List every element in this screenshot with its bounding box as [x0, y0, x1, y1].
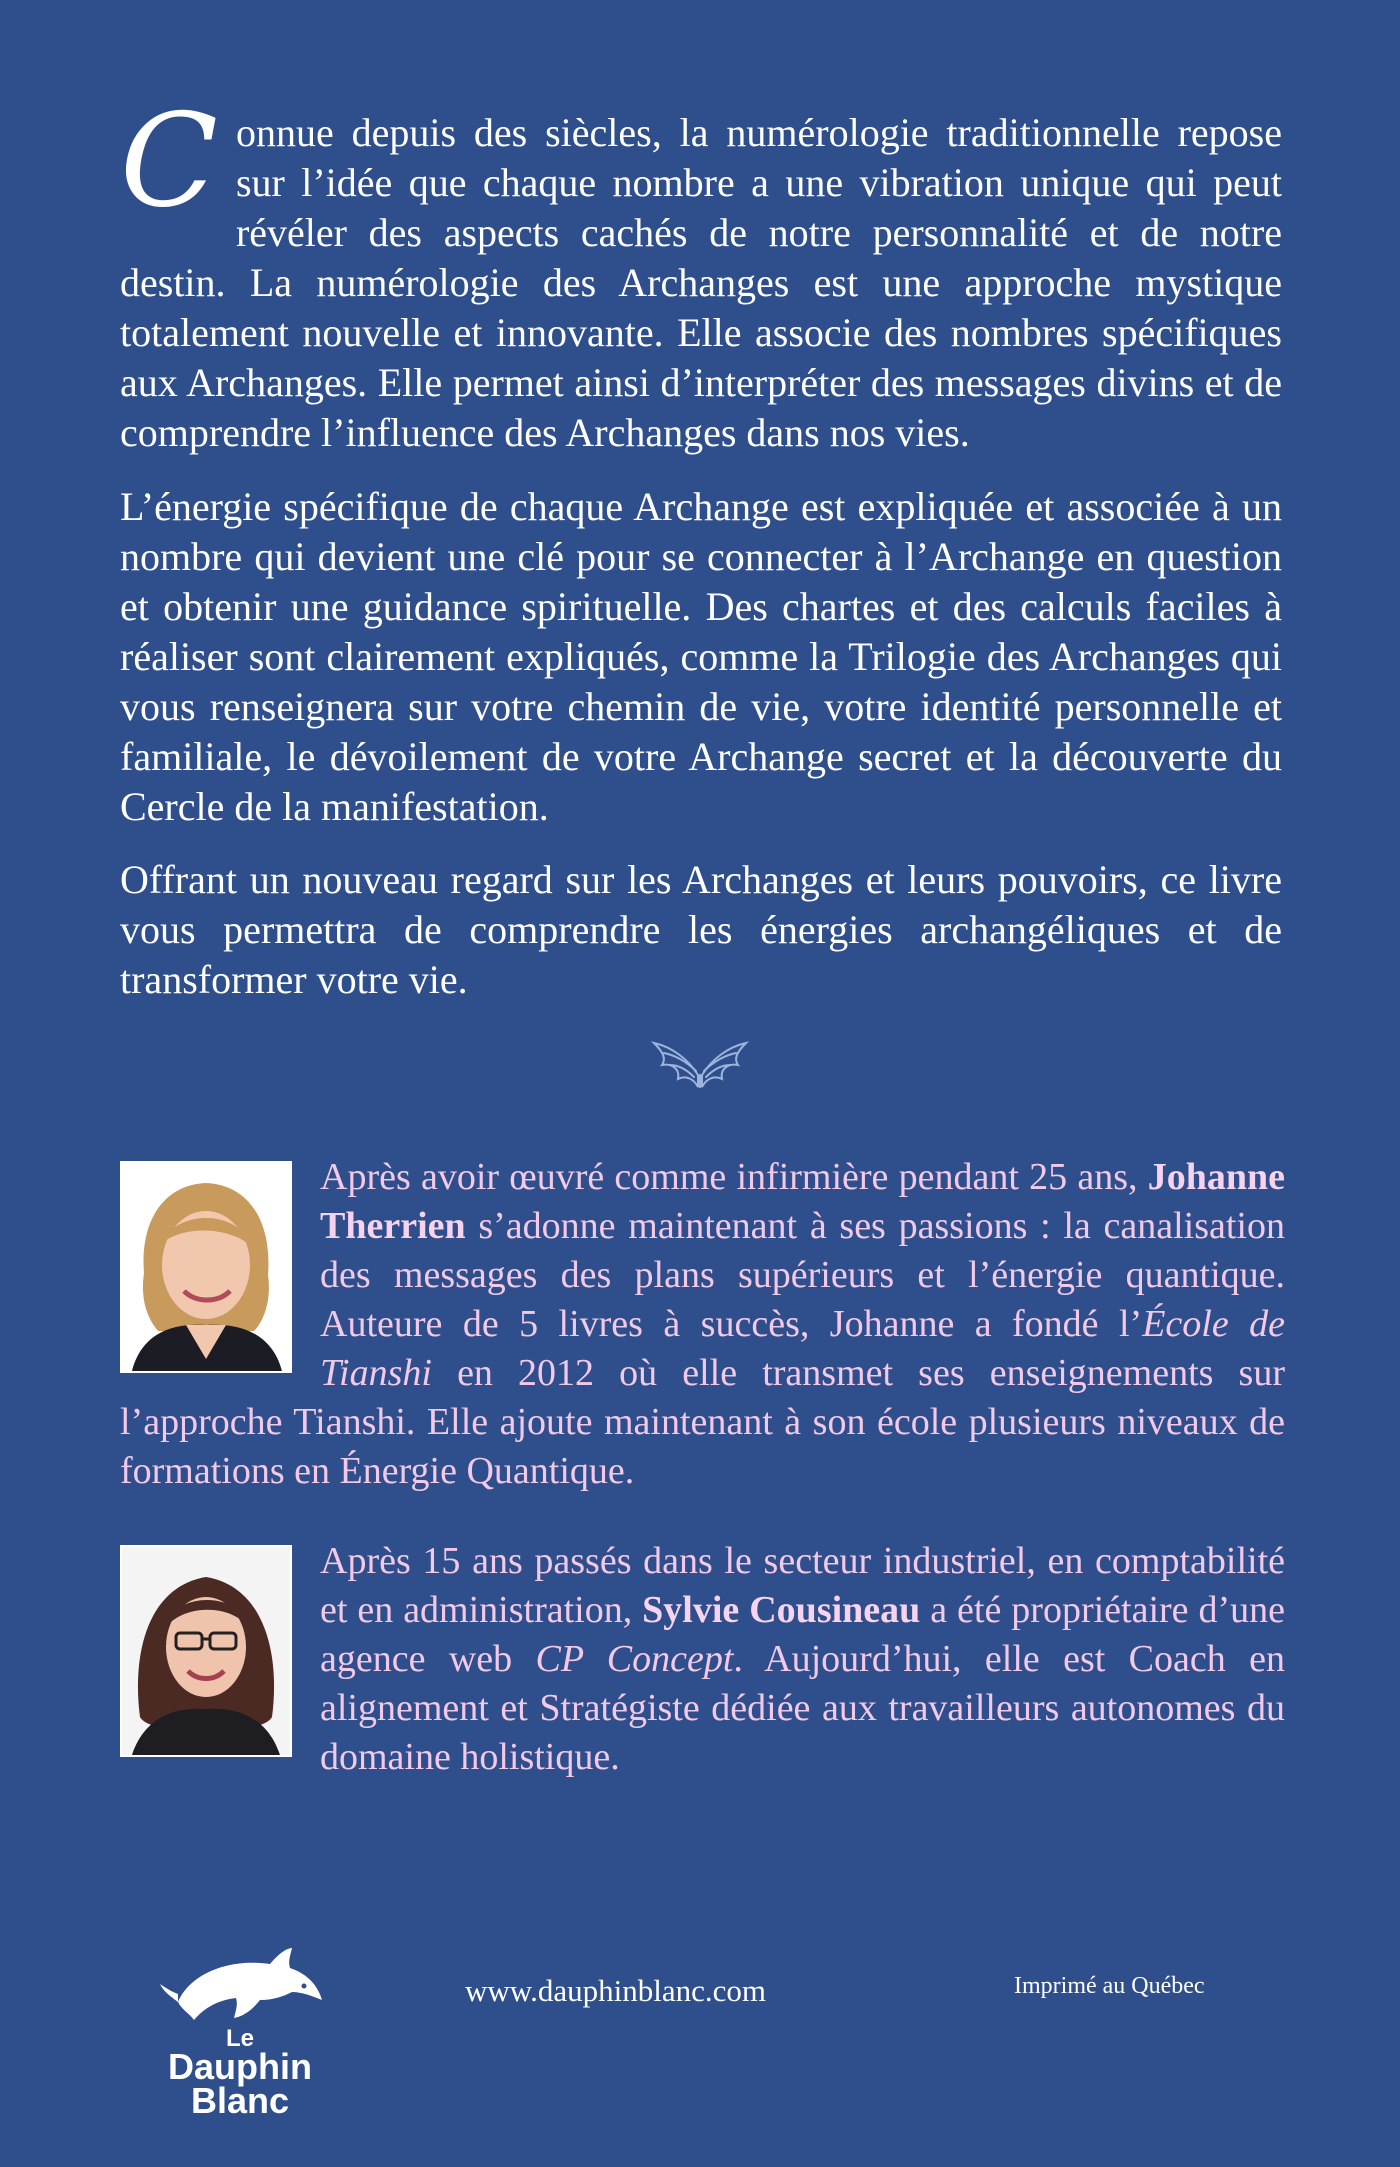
intro-paragraph-1 [120, 87, 1282, 458]
author-bio-sylvie [120, 1537, 1285, 1782]
bio2-text-a: Après 15 ans passés dans le secteur industriel, en comptabilité et en administration, [320, 1540, 1285, 1631]
author-name-sylvie: Sylvie Cousineau [642, 1589, 921, 1631]
bio1-text-b: s’adonne maintenant à ses passions : la canalisation des messages des plans supérieurs et l’énergie quantique. Auteure de 5 livres à succès, Johanne a fondé l’ [320, 1205, 1285, 1345]
bio2-text-b: a été propriétaire d’une agence web [320, 1589, 1286, 1680]
bio2-text-c: . Aujourd’hui, elle est Coach en alignement et Stratégiste dédiée aux travailleurs autonomes du domaine holistique. [320, 1638, 1285, 1778]
author-photo-sylvie [120, 1545, 292, 1757]
intro-paragraph-3: Offrant un nouveau regard sur les Archanges et leurs pouvoirs, ce livre vous permettra de comprendre les énergies archangéliques et de transformer votre vie. [120, 857, 1282, 1002]
intro-paragraph-2: L’énergie spécifique de chaque Archange est expliquée et associée à un nombre qui devient une clé pour se connecter à l’Archange en question et obtenir une guidance spirituelle. Des chartes et des calculs faciles à réaliser sont clairement expliqués, comme la Trilogie des Archanges qui vous renseignera sur votre chemin de vie, votre identité personnelle et familiale, le dévoilement de votre Archange secret et la découverte du Cercle de la manifestation. [120, 484, 1282, 829]
intro-paragraph-1-text: onnue depuis des siècles, la numérologie traditionnelle repose sur l’idée que chaque nombre a une vibration unique qui peut révéler des aspects cachés de notre personnalité et de notre destin. La numérologie des Archanges est une approche mystique totalement nouvelle et innovante. Elle associe des nombres spécifiques aux Archanges. Elle permet ainsi d’interpréter des messages divins et de comprendre l’influence des Archanges dans nos vies. [120, 110, 1282, 455]
bio1-text-a: Après avoir œuvré comme infirmière pendant 25 ans, [320, 1156, 1148, 1198]
agency-name: CP Concept [535, 1638, 734, 1680]
author-bio-johanne [120, 1153, 1285, 1496]
drop-cap: C [120, 87, 218, 236]
school-name: École de Tianshi [320, 1303, 1285, 1394]
printed-in-note: Imprimé au Québec [1014, 1973, 1205, 1999]
logo-blanc: Blanc [190, 2080, 290, 2121]
logo-le: Le [225, 2025, 254, 2052]
author-photo-johanne [120, 1161, 292, 1373]
angel-wings-icon [650, 1035, 750, 1097]
publisher-website-link[interactable]: www.dauphinblanc.com [465, 1973, 767, 2008]
author-name-johanne: Johanne Therrien [320, 1156, 1285, 1247]
publisher-logo-text [120, 2025, 360, 2121]
logo-dauphin: Dauphin [168, 2046, 312, 2087]
bio1-text-c: en 2012 où elle transmet ses enseignements sur l’approche Tianshi. Elle ajoute maintenant à son école plusieurs niveaux de formations en Énergie Quantique. [120, 1352, 1285, 1492]
